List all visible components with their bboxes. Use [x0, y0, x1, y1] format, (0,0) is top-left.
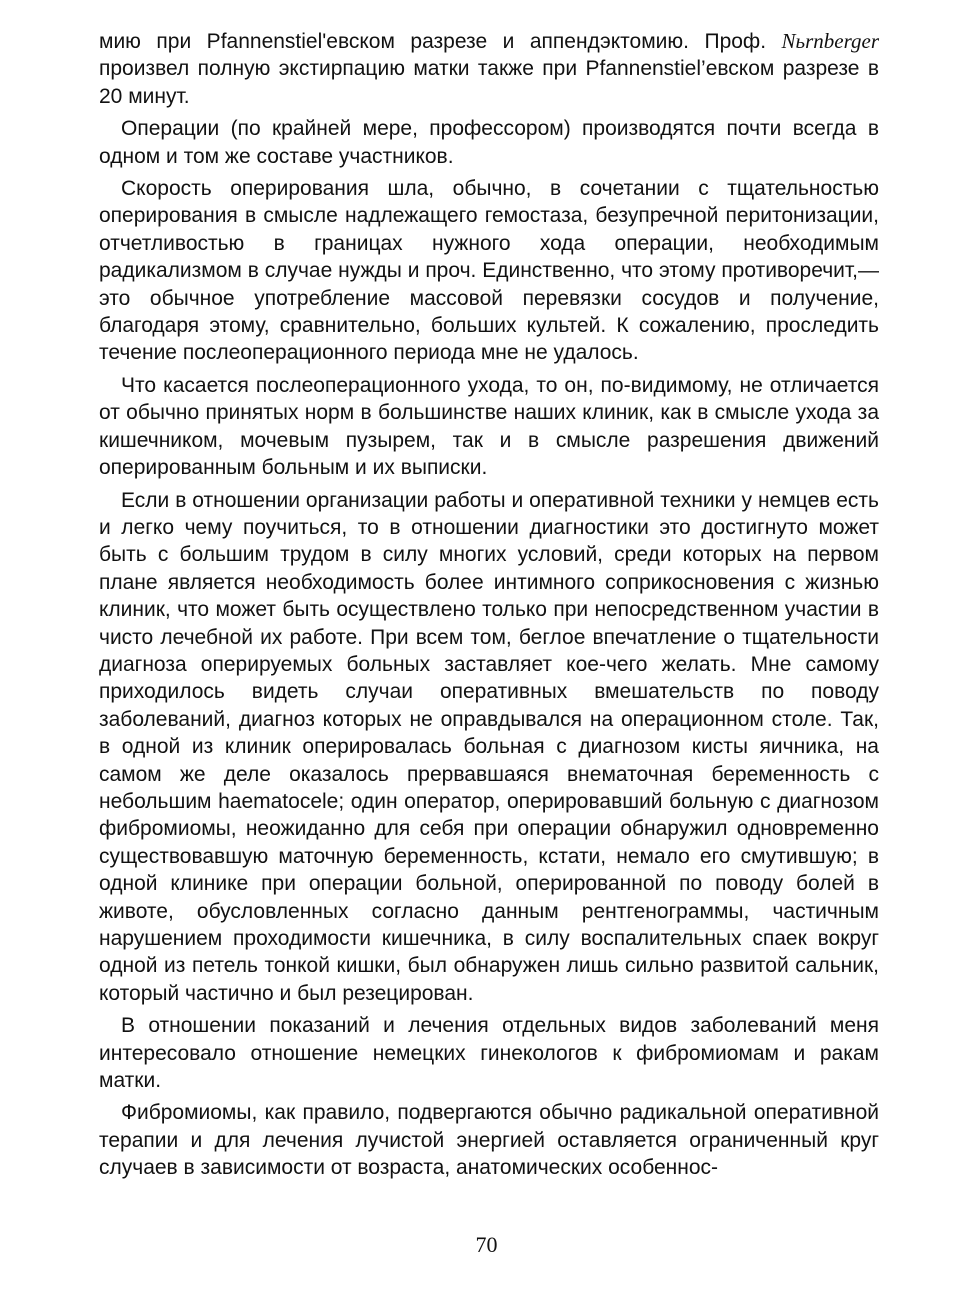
author-name-italic: Nьrnberger	[781, 29, 879, 53]
paragraph-1-part-1: мию при Pfannenstiel'евском разрезе и аппендэктомию. Проф.	[99, 30, 782, 53]
paragraph-1	[99, 28, 879, 110]
paragraph-3: Скорость оперирования шла, обычно, в сочетании с тщательностью оперирования в смысле надлежащего гемостаза, безупречной перитонизации, отчетливостью в границах нужного хода операции, необходимым радикализмом в случае нужды и проч. Единственно, что этому противоречит,—это обычное употребление массовой перевязки сосудов и получение, благодаря этому, сравнительно, больших культей. К сожалению, проследить течение послеоперационного периода мне не удалось.	[99, 177, 879, 365]
paragraph-7: Фибромиомы, как правило, подвергаются обычно радикальной оперативной терапии и для лечения лучистой энергией оставляется ограниченный круг случаев в зависимости от возраста, анатомических особеннос-	[99, 1101, 879, 1180]
paragraph-6: В отношении показаний и лечения отдельных видов заболеваний меня интересовало отношение немецких гинекологов к фибромиомам и ракам матки.	[99, 1014, 879, 1093]
page-body	[99, 28, 879, 1187]
paragraph-1-part-3: произвел полную экстирпацию матки также при Pfannenstiel’евском разрезе в 20 минут.	[99, 57, 879, 108]
paragraph-4: Что касается послеоперационного ухода, то он, по-видимому, не отличается от обычно принятых норм в большинстве наших клиник, как в смысле ухода за кишечником, мочевым пузырем, так и в смысле разрешения движений оперированным больным и их выписки.	[99, 373, 879, 480]
paragraph-2: Операции (по крайней мере, профессором) производятся почти всегда в одном и том же составе участников.	[99, 117, 879, 168]
paragraph-5: Если в отношении организации работы и оперативной техники у немцев есть и легко чему поучиться, то в отношении диагностики это достигнуто может быть с большим трудом в силу многих условий, среди которых на первом плане является необходимость более интимного соприкосновения с жизнью клиник, что может быть осуществлено только при непосредственном участии в чисто лечебной их работе. При всем том, беглое впечатление о тщательности диагноза оперируемых больных заставляет кое-чего желать. Мне самому приходилось видеть случаи оперативных вмешательств по поводу заболеваний, диагноз которых не оправдывался на операционном столе. Так, в одной из клиник оперировалась больная с диагнозом кисты яичника, на самом же деле оказалось прервавшаяся внематочная беременность с небольшим haematocele; один оператор, оперировавший больную с диагнозом фибромиомы, неожиданно для себя при операции обнаружил одновременно существовавшую маточную беременность, кстати, немало его смутившую; в одной клинике при операции больной, оперированной по поводу болей в животе, обусловленных согласно данным рентгенограммы, частичным нарушением проходимости кишечника, в силу воспалительных спаек вокруг одной из петель тонкой кишки, был обнаружен лишь сильно развитой сальник, который частично и был резецирован.	[99, 488, 879, 1005]
page-number: 70	[475, 1232, 498, 1257]
